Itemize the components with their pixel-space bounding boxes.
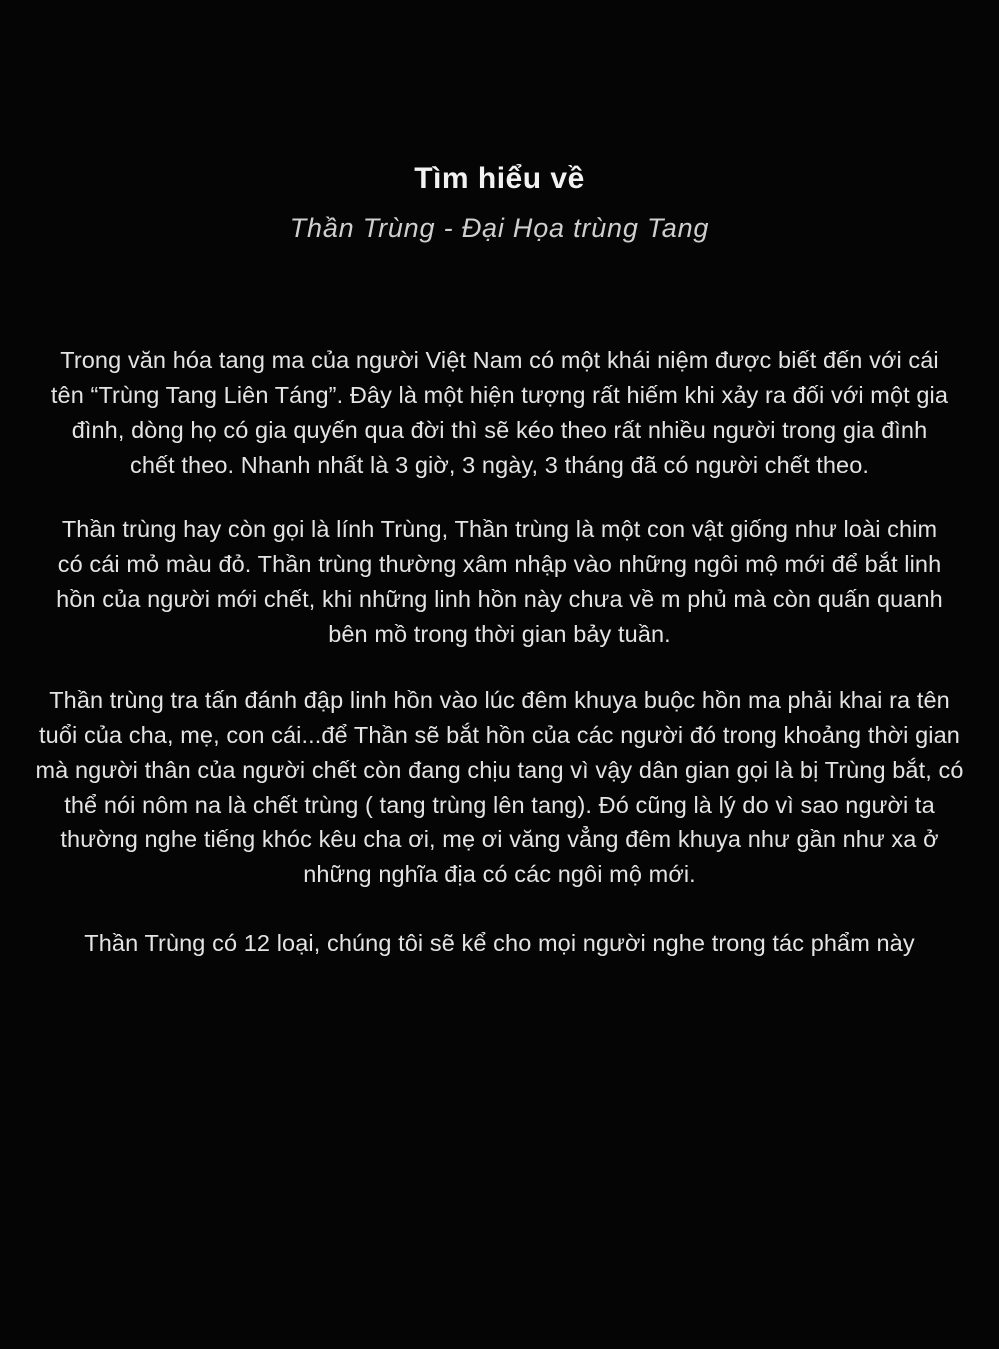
- page-subtitle: Thần Trùng - Đại Họa trùng Tang: [289, 212, 710, 243]
- paragraph-1: Trong văn hóa tang ma của người Việt Nam có một khái niệm được biết đến với cái tên “Trùng Tang Liên Táng”. Đây là một hiện tượng rất hiếm khi xảy ra đối với một gia đình, dòng họ có gia quyến qua đời thì sẽ kéo theo rất nhiều người trong gia đình chết theo. Nhanh nhất là 3 giờ, 3 ngày, 3 tháng đã có người chết theo.: [50, 347, 949, 478]
- paragraph-3: Thần trùng tra tấn đánh đập linh hồn vào lúc đêm khuya buộc hồn ma phải khai ra tên tuổi của cha, mẹ, con cái...để Thần sẽ bắt hồn của các người đó trong khoảng thời gian mà người thân của người chết còn đang chịu tang vì vậy dân gian gọi là bị Trùng bắt, có thể nói nôm na là chết trùng ( tang trùng lên tang). Đó cũng là lý do vì sao người ta thường nghe tiếng khóc kêu cha ơi, mẹ ơi văng vẳng đêm khuya như gần như xa ở những nghĩa địa có các ngôi mộ mới.: [35, 687, 964, 888]
- document-header: [0, 0, 999, 245]
- page-title: Tìm hiểu về: [414, 162, 585, 195]
- paragraph-4: Thần Trùng có 12 loại, chúng tôi sẽ kể cho mọi người nghe trong tác phẩm này: [84, 929, 915, 956]
- paragraph-2: Thần trùng hay còn gọi là lính Trùng, Thần trùng là một con vật giống như loài chim có cái mỏ màu đỏ. Thần trùng thường xâm nhập vào những ngôi mộ mới để bắt linh hồn của người mới chết, khi những linh hồn này chưa về m phủ mà còn quấn quanh bên mồ trong thời gian bảy tuần.: [56, 516, 943, 647]
- document-body: [35, 245, 965, 960]
